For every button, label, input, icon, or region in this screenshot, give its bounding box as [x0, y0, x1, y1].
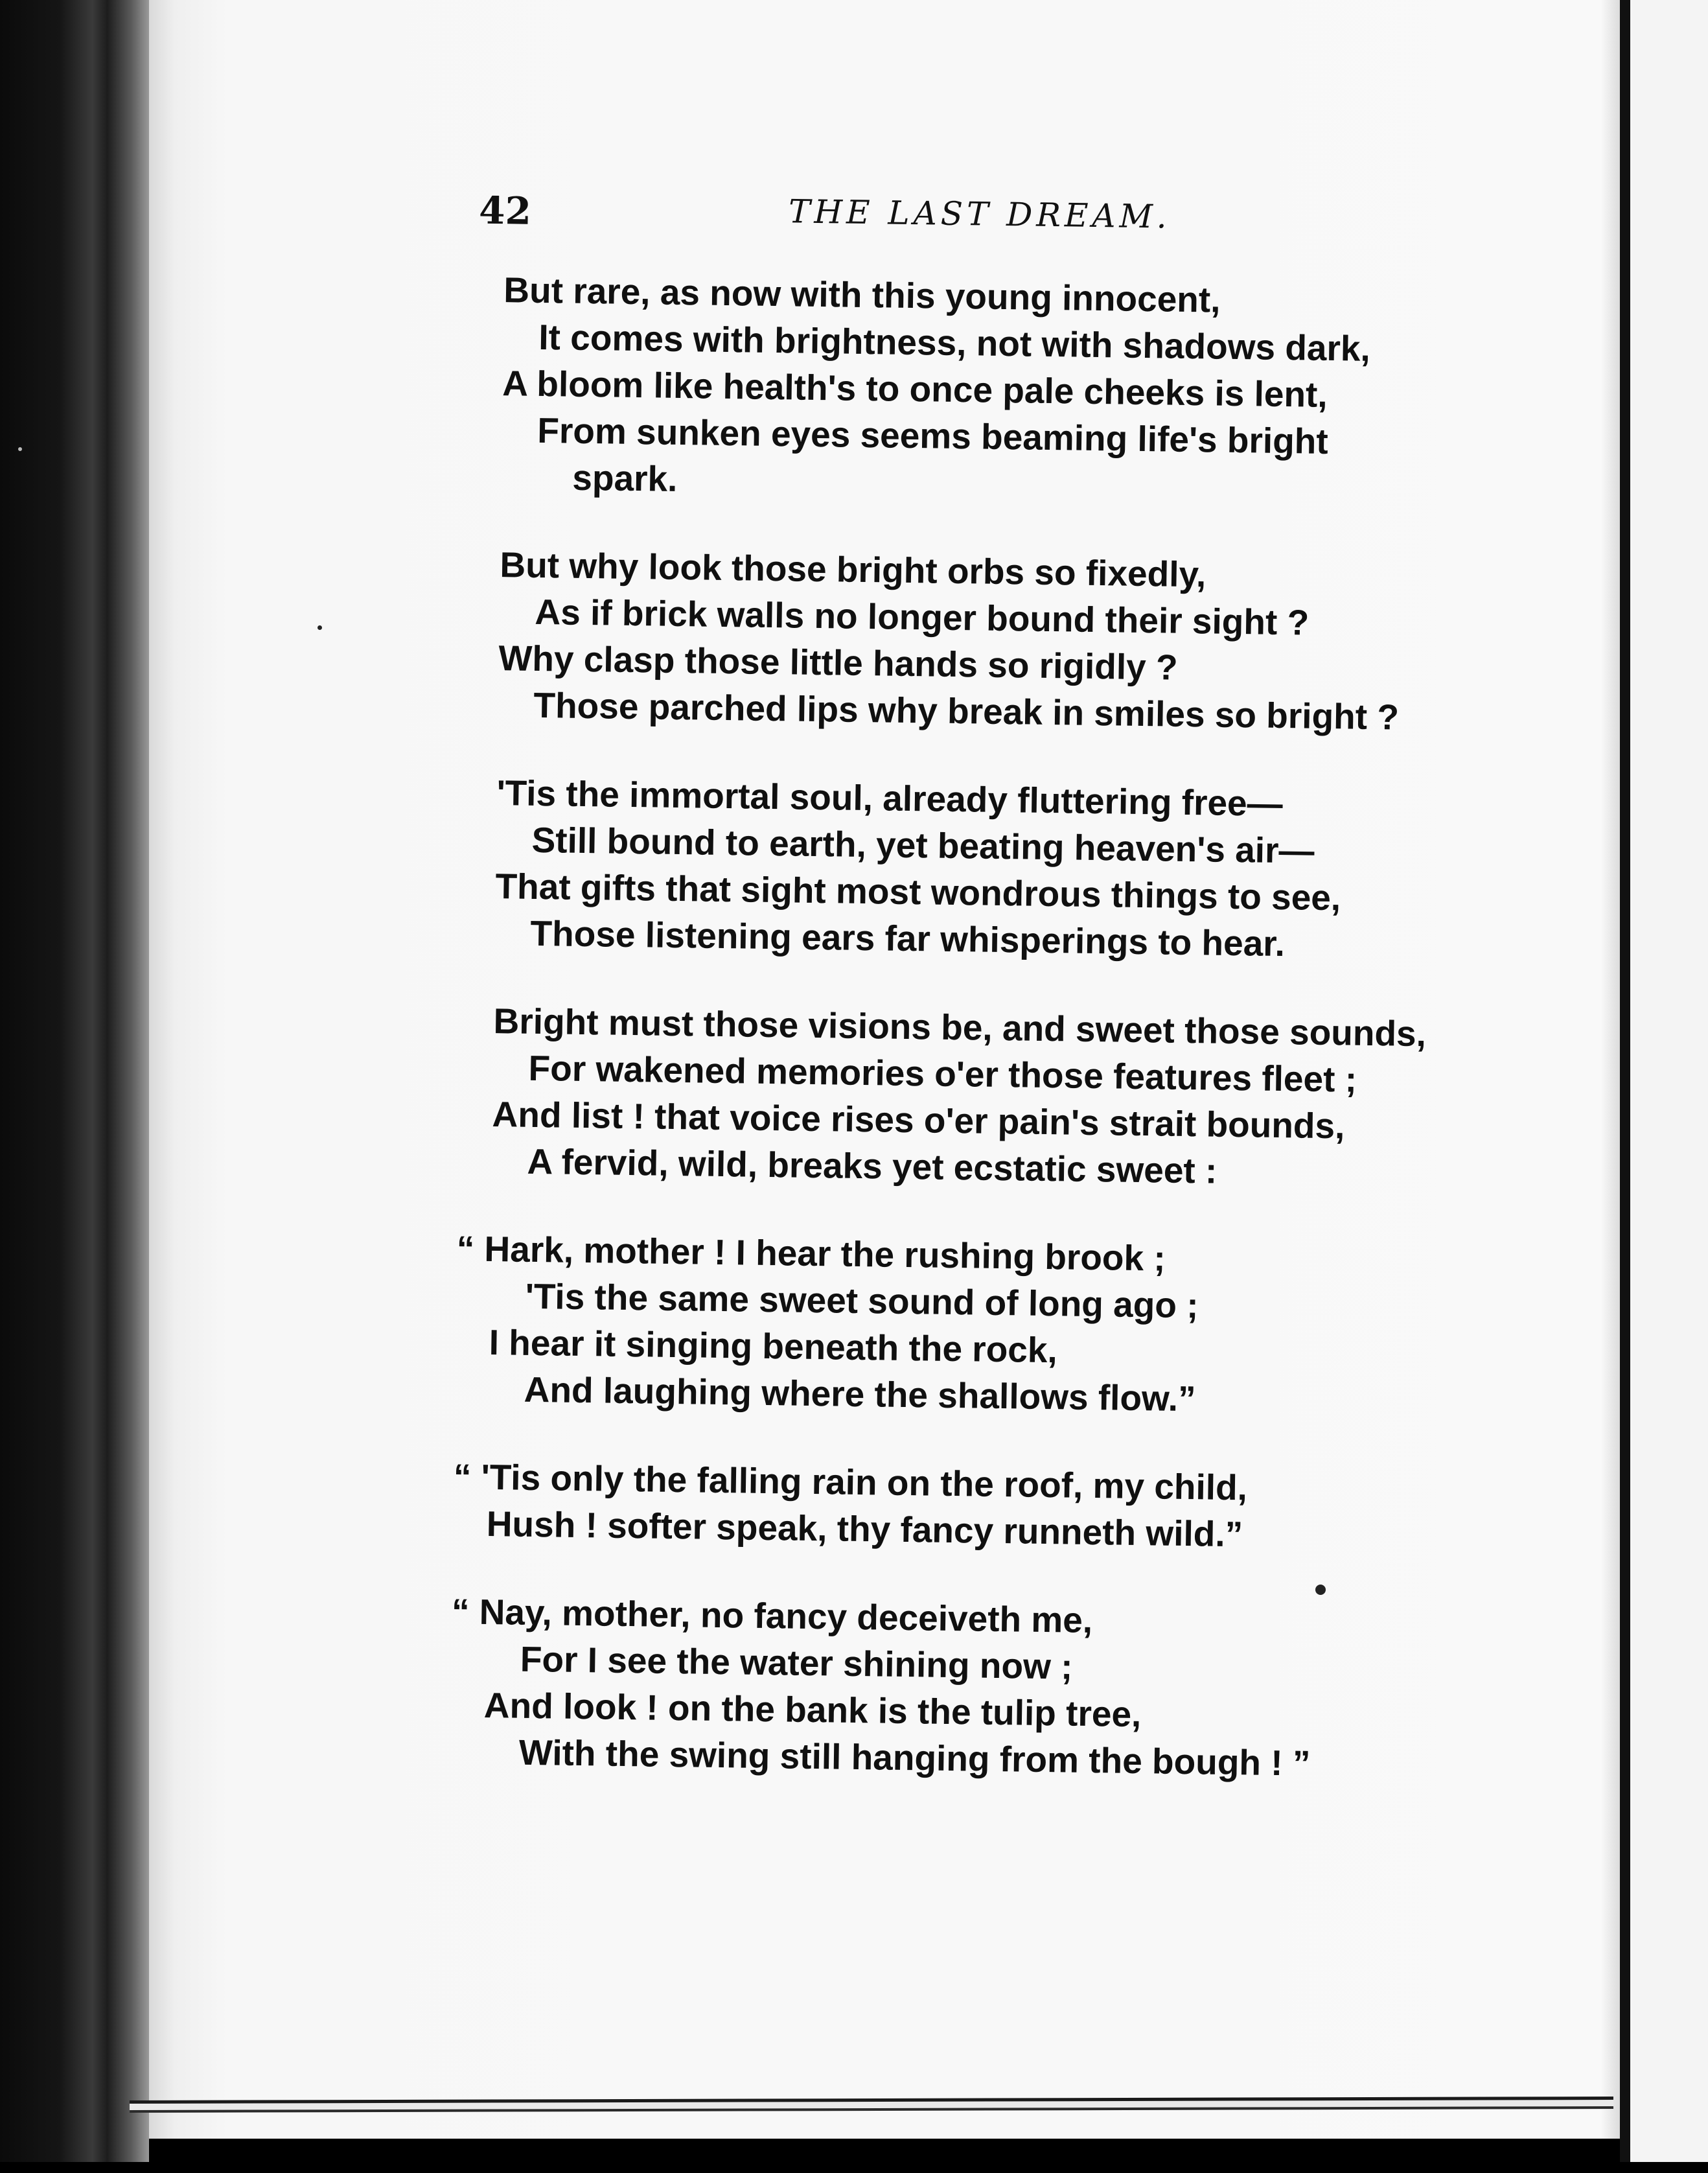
poem-line: I hear it singing beneath the rock, [489, 1322, 1058, 1371]
stanza-5 [456, 1226, 1462, 1426]
poem-line: Those listening ears far whisperings to hear. [530, 912, 1286, 964]
poem-line: It comes with brightness, not with shadows dark, [538, 316, 1371, 369]
page-number: 42 [478, 188, 532, 233]
stanza-3 [494, 769, 1469, 970]
poem-line: But why look those bright orbs so fixedly, [500, 544, 1206, 595]
poem-line: For I see the water shining now ; [520, 1638, 1073, 1687]
page-header [478, 189, 1192, 250]
stanza-1 [501, 266, 1476, 513]
poem-line: Bright must those visions be, and sweet those sounds, [493, 1001, 1427, 1054]
poem-line: 'Tis the same sweet sound of long ago ; [525, 1275, 1199, 1326]
stanza-7 [451, 1588, 1457, 1789]
ink-speck [1315, 1585, 1326, 1595]
running-title: THE LAST DREAM. [788, 192, 1171, 236]
poem-line: As if brick walls no longer bound their sight ? [535, 591, 1310, 643]
poem-line: With the swing still hanging from the bough ! ” [518, 1732, 1311, 1784]
poem-line: Those parched lips why break in smiles so bright ? [533, 684, 1400, 738]
poem-line: From sunken eyes seems beaming life's bright [537, 410, 1329, 461]
poem-line: Hush ! softer speak, thy fancy runneth wild.” [486, 1504, 1243, 1555]
stanza-6 [453, 1454, 1459, 1561]
stanza-4 [491, 997, 1466, 1198]
poem-line: A bloom like health's to once pale cheeks is lent, [502, 363, 1328, 415]
poem-line: And look ! on the bank is the tulip tree, [483, 1684, 1142, 1735]
poem-line: Why clasp those little hands so rigidly ? [498, 638, 1179, 688]
poem-line: And laughing where the shallows flow.” [524, 1369, 1196, 1419]
poem-line: 'Tis the immortal soul, already fluttering free— [496, 773, 1284, 824]
poem-line: “ 'Tis only the falling rain on the roof, my child, [453, 1456, 1248, 1508]
poem-line: A fervid, wild, breaks yet ecstatic sweet : [527, 1141, 1218, 1191]
ink-speck [317, 625, 322, 630]
poem-line: spark. [571, 457, 678, 499]
poem-line: But rare, as now with this young innocent, [503, 270, 1221, 320]
poem-line: “ Hark, mother ! I hear the rushing brook ; [456, 1228, 1166, 1279]
poem [451, 266, 1476, 1830]
poem-line: And list ! that voice rises o'er pain's strait bounds, [492, 1094, 1345, 1146]
stanza-2 [498, 541, 1472, 741]
poem-line: For wakened memories o'er those features fleet ; [528, 1047, 1357, 1100]
poem-line: Still bound to earth, yet beating heaven's air— [531, 819, 1315, 871]
poem-line: “ Nay, mother, no fancy deceiveth me, [451, 1591, 1093, 1641]
poem-line: That gifts that sight most wondrous things to see, [495, 866, 1341, 918]
ink-speck [18, 447, 22, 451]
